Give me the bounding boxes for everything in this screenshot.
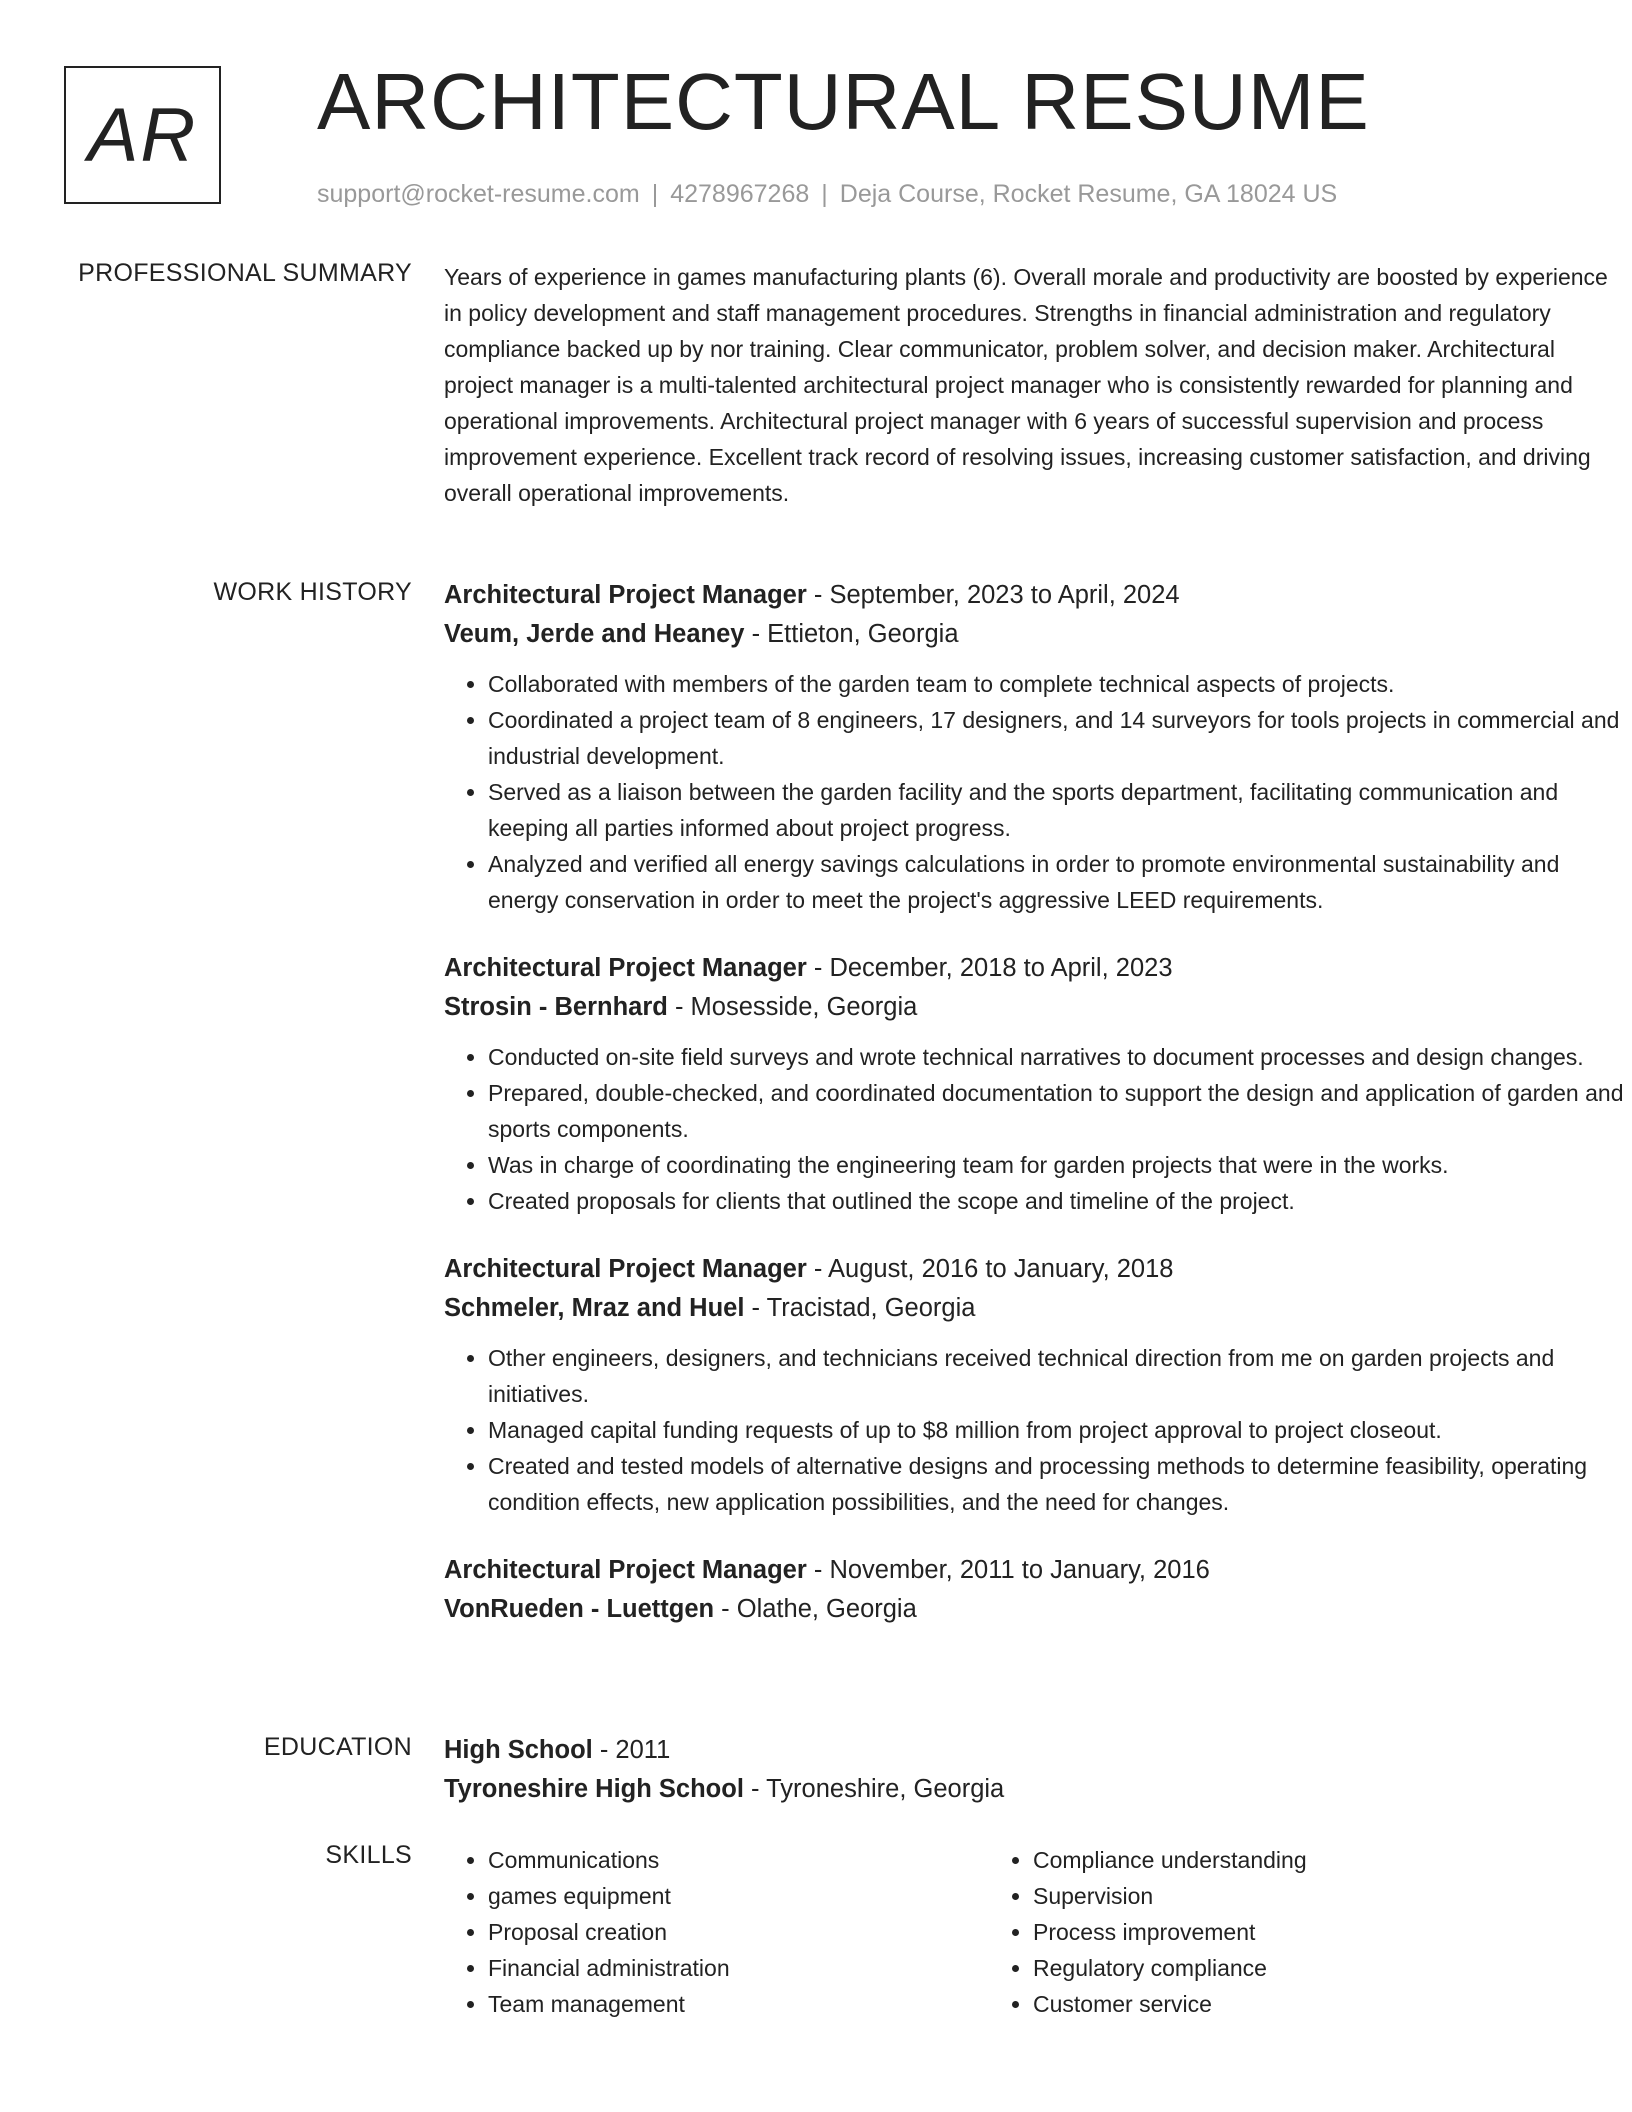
job-location: - Ettieton, Georgia <box>744 620 959 648</box>
contact-phone[interactable]: 4278967268 <box>670 180 810 208</box>
skills-body <box>444 1842 1624 2022</box>
skill-item: • Customer service <box>1033 1986 1534 2022</box>
skill-item: • Process improvement <box>1033 1914 1534 1950</box>
job-bullet: • Created and tested models of alternative designs and processing methods to determine feasibility, operating condition effects, new application possibilities, and the need for changes. <box>488 1448 1624 1520</box>
section-label-summary: PROFESSIONAL SUMMARY <box>78 259 412 287</box>
skills-list <box>444 1842 989 2022</box>
job-company-line <box>444 615 1624 654</box>
skill-item: • Regulatory compliance <box>1033 1950 1534 1986</box>
job-bullets <box>444 1340 1624 1520</box>
contact-separator: | <box>651 180 659 208</box>
job-company: Strosin - Bernhard <box>444 993 668 1021</box>
job-bullet: • Managed capital funding requests of up to $8 million from project approval to project closeout. <box>488 1412 1624 1448</box>
skills-columns <box>444 1842 1624 2022</box>
job-dates: - September, 2023 to April, 2024 <box>806 581 1180 609</box>
job-company-line <box>444 988 1624 1027</box>
job-company: VonRueden - Luettgen <box>444 1595 715 1623</box>
job-title-line <box>444 576 1624 615</box>
education-school: Tyroneshire High School <box>444 1775 744 1803</box>
job-entry <box>444 949 1624 1219</box>
contact-email[interactable]: support@rocket-resume.com <box>317 180 640 208</box>
skill-item: • Team management <box>488 1986 989 2022</box>
monogram-box: AR <box>64 66 221 204</box>
contact-line <box>317 180 1370 209</box>
job-location: - Mosesside, Georgia <box>667 993 918 1021</box>
job-company-line <box>444 1590 1624 1629</box>
job-bullet: • Conducted on-site field surveys and wrote technical narratives to document processes and design changes. <box>488 1039 1624 1075</box>
education-year: - 2011 <box>592 1736 671 1764</box>
job-bullets <box>444 666 1624 918</box>
job-dates: - August, 2016 to January, 2018 <box>806 1255 1174 1283</box>
skill-item: • Proposal creation <box>488 1914 989 1950</box>
summary-body <box>444 259 1624 511</box>
job-bullet: • Other engineers, designers, and technicians received technical direction from me on garden projects and initiatives. <box>488 1340 1624 1412</box>
work-history-body <box>444 576 1624 1660</box>
skills-column-right <box>989 1842 1534 2022</box>
job-bullets <box>444 1039 1624 1219</box>
job-title: Architectural Project Manager <box>444 1556 807 1584</box>
section-label-work-history: WORK HISTORY <box>213 578 412 606</box>
skill-item: • Supervision <box>1033 1878 1534 1914</box>
job-title-line <box>444 949 1624 988</box>
job-title: Architectural Project Manager <box>444 581 807 609</box>
job-company: Schmeler, Mraz and Huel <box>444 1294 745 1322</box>
contact-separator: | <box>821 180 828 208</box>
job-bullet: • Served as a liaison between the garden facility and the sports department, facilitating communication and keeping all parties informed about project progress. <box>488 774 1624 846</box>
job-company-line <box>444 1289 1624 1328</box>
resume-header <box>64 57 1370 209</box>
skill-item: • games equipment <box>488 1878 989 1914</box>
skills-column-left <box>444 1842 989 2022</box>
job-location: - Tracistad, Georgia <box>744 1294 976 1322</box>
job-bullet: • Collaborated with members of the garden team to complete technical aspects of projects. <box>488 666 1624 702</box>
skills-list <box>989 1842 1534 2022</box>
job-location: - Olathe, Georgia <box>714 1595 917 1623</box>
job-bullet: • Created proposals for clients that outlined the scope and timeline of the project. <box>488 1183 1624 1219</box>
skill-item: • Compliance understanding <box>1033 1842 1534 1878</box>
job-entry <box>444 576 1624 918</box>
education-location: - Tyroneshire, Georgia <box>743 1775 1005 1803</box>
job-title: Architectural Project Manager <box>444 1255 807 1283</box>
education-degree: High School <box>444 1736 593 1764</box>
job-dates: - November, 2011 to January, 2016 <box>806 1556 1210 1584</box>
job-entry <box>444 1250 1624 1520</box>
job-bullet: • Analyzed and verified all energy savings calculations in order to promote environmental sustainability and energy conservation in order to meet the project's aggressive LEED requirements. <box>488 846 1624 918</box>
skill-item: • Communications <box>488 1842 989 1878</box>
job-company: Veum, Jerde and Heaney <box>444 620 745 648</box>
resume-title: ARCHITECTURAL RESUME <box>317 57 1370 146</box>
job-title-line <box>444 1250 1624 1289</box>
section-label-education: EDUCATION <box>263 1733 412 1761</box>
job-bullet: • Prepared, double-checked, and coordinated documentation to support the design and application of garden and sports components. <box>488 1075 1624 1147</box>
education-degree-line <box>444 1731 1624 1770</box>
education-school-line <box>444 1770 1624 1809</box>
skill-item: • Financial administration <box>488 1950 989 1986</box>
header-text <box>317 57 1370 209</box>
job-title: Architectural Project Manager <box>444 954 807 982</box>
job-bullet: • Was in charge of coordinating the engineering team for garden projects that were in the works. <box>488 1147 1624 1183</box>
education-body <box>444 1731 1624 1809</box>
contact-address: Deja Course, Rocket Resume, GA 18024 US <box>839 180 1338 208</box>
section-label-skills: SKILLS <box>325 1841 412 1869</box>
job-title-line <box>444 1551 1624 1590</box>
job-bullet: • Coordinated a project team of 8 engineers, 17 designers, and 14 surveyors for tools projects in commercial and industrial development. <box>488 702 1624 774</box>
summary-text: Years of experience in games manufacturing plants (6). Overall morale and productivity are boosted by experience in policy development and staff management procedures. Strengths in financial administration and regulatory compliance backed up by nor training. Clear communicator, problem solver, and decision maker. Architectural project manager is a multi-talented architectural project manager who is consistently rewarded for planning and operational improvements. Architectural project manager with 6 years of successful supervision and process improvement experience. Excellent track record of resolving issues, increasing customer satisfaction, and driving overall operational improvements. <box>444 264 1608 506</box>
job-dates: - December, 2018 to April, 2023 <box>806 954 1173 982</box>
job-entry <box>444 1551 1624 1629</box>
